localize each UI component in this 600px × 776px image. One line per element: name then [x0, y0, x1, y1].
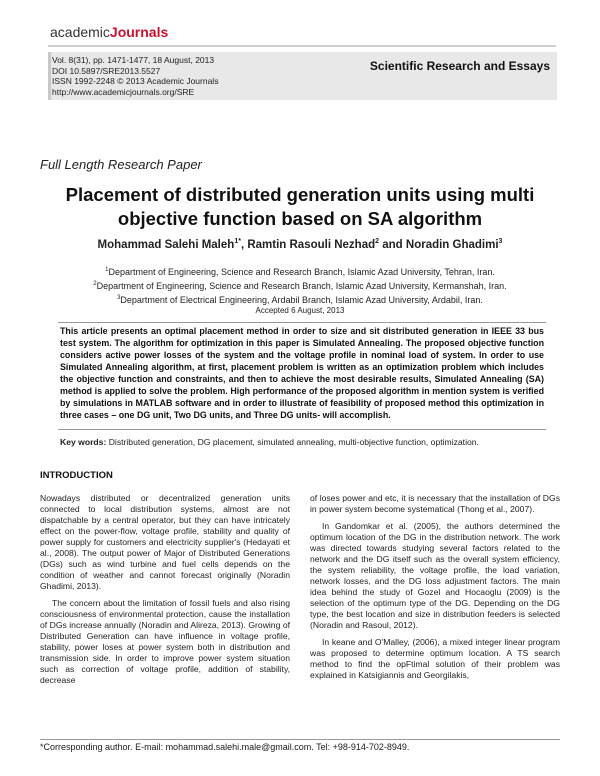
affiliation-text: Department of Electrical Engineering, Ardabil Branch, Islamic Azad University, Ardabil, Iran.: [120, 295, 483, 305]
journal-title: Scientific Research and Essays: [369, 59, 550, 73]
keywords-text: Distributed generation, DG placement, simulated annealing, multi-objective function, optimization.: [108, 437, 479, 447]
affiliation-sup: 3: [117, 295, 121, 301]
author-name: Noradin Ghadimi: [405, 238, 499, 251]
logo-prefix: academic: [50, 24, 110, 40]
author-separator: and: [379, 238, 406, 251]
meta-url[interactable]: http://www.academicjournals.org/SRE: [52, 86, 195, 97]
affiliations: [40, 264, 560, 306]
affiliation: [40, 292, 560, 306]
meta-issn: ISSN 1992-2248 © 2013 Academic Journals: [52, 76, 219, 86]
footnote-divider: [40, 739, 560, 740]
affiliation-sup: 1: [105, 267, 109, 273]
body-column-right: [310, 493, 560, 687]
affiliation-sup: 2: [93, 281, 97, 287]
author-name: Mohammad Salehi Maleh: [97, 238, 235, 251]
paragraph: The concern about the limitation of fossil fuels and also rising consciousness of environmental protection, cause the installation of DGs increase annually (Noradin and Alireza, 2013). Growing of Distributed Generation can have influence in voltage profile, stability, power loses at power system both in distribution and transmission side. In order to improve power system situation such as correction of voltage profile, addition of stability, decrease: [40, 598, 290, 685]
author-name: Ramtin Rasouli Nezhad: [247, 238, 376, 251]
affiliation-text: Department of Engineering, Science and Research Branch, Islamic Azad University, Tehran, Iran.: [108, 267, 495, 277]
logo-suffix: Journals: [109, 24, 169, 40]
author-sup: 1*: [234, 238, 241, 245]
meta-doi: DOI 10.5897/SRE2013.5527: [52, 65, 161, 76]
paper-type: Full Length Research Paper: [40, 157, 202, 172]
affiliation-text: Department of Engineering, Science and Research Branch, Islamic Azad University, Kermanshah, Iran.: [96, 281, 507, 291]
affiliation: [40, 278, 560, 292]
paragraph: In Gandomkar et al. (2005), the authors determined the optimum location of the DG in the distribution network. The work was directed towards studying several factors related to the network and the DG itself such as the overall system efficiency, the system reliability, the voltage profile, the load variation, network losses, and the DG loss adjustment factors. The main idea behind the study of Gozel and Hocaoglu (2009) is the selection of the optimum type of the DG. Depending on the DG type, the best location and size in distribution feeders is selected (Noradin and Rasoul, 2012).: [310, 521, 560, 630]
author-sup: 3: [498, 238, 503, 245]
affiliation: [40, 264, 560, 278]
abstract: This article presents an optimal placement method in order to size and sit distributed generation in IEEE 33 bus test system. The algorithm for optimization in this paper is Simulated Annealing. The proposed objective function considers active power losses of the system and the voltage profile in nominal load of system. In order to use Simulated Annealing algorithm, at first, placement problem is written as an optimization problem which includes the objective function and constraints, and then to achieve the most desirable results, Simulated Annealing (SA) method is applied to solve the problem. High performance of the proposed algorithm in mention system is verified by simulations in MATLAB software and in order to illustrate of feasibility of proposed method this optimization in three cases – one DG unit, Two DG units, and Three DG units- will accomplish.: [60, 326, 544, 420]
accepted-date: Accepted 6 August, 2013: [255, 306, 345, 315]
journal-meta: [52, 55, 218, 97]
paragraph: Nowadays distributed or decentralized generation units connected to local distribution systems, almost are not dispatchable by a central operator, but they can have intricately effect on the power-flow, voltage profile, stability and quality of power supply for customers and electricity supplier's (Hedayati et al., 2008). The output power of Major of Distributed Generations (DGs) such as wind turbine and fuel cells depends on the condition of weather and cannot forecast originally (Noradin Ghadimi, 2013).: [40, 493, 290, 591]
corresponding-author-footnote: *Corresponding author. E-mail: mohammad.salehi.male@gmail.com. Tel: +98-914-702-8949.: [40, 742, 410, 752]
paragraph: In keane and O'Malley, (2006), a mixed integer linear program was proposed to determine optimum location. A TS search method to find the opFtimal solution of their problem was explained in Katsigiannis and Georgilakis,: [310, 637, 560, 680]
body-column-left: [40, 493, 290, 692]
author-sup: 2: [375, 238, 380, 245]
paper-title: Placement of distributed generation units using multi objective function based on SA algorithm: [65, 184, 535, 229]
section-heading-introduction: INTRODUCTION: [40, 470, 113, 481]
keywords-label: Key words:: [60, 437, 107, 447]
keywords: [60, 436, 544, 448]
meta-volume: Vol. 8(31), pp. 1471-1477, 18 August, 2013: [52, 55, 215, 65]
logo-divider: [48, 45, 556, 47]
author-list: [40, 238, 560, 251]
paragraph: of loses power and etc, it is necessary that the installation of DGs in power system become systematical (Thong et al., 2007).: [310, 493, 560, 514]
author-separator: ,: [240, 238, 248, 251]
publisher-logo: [50, 24, 168, 40]
